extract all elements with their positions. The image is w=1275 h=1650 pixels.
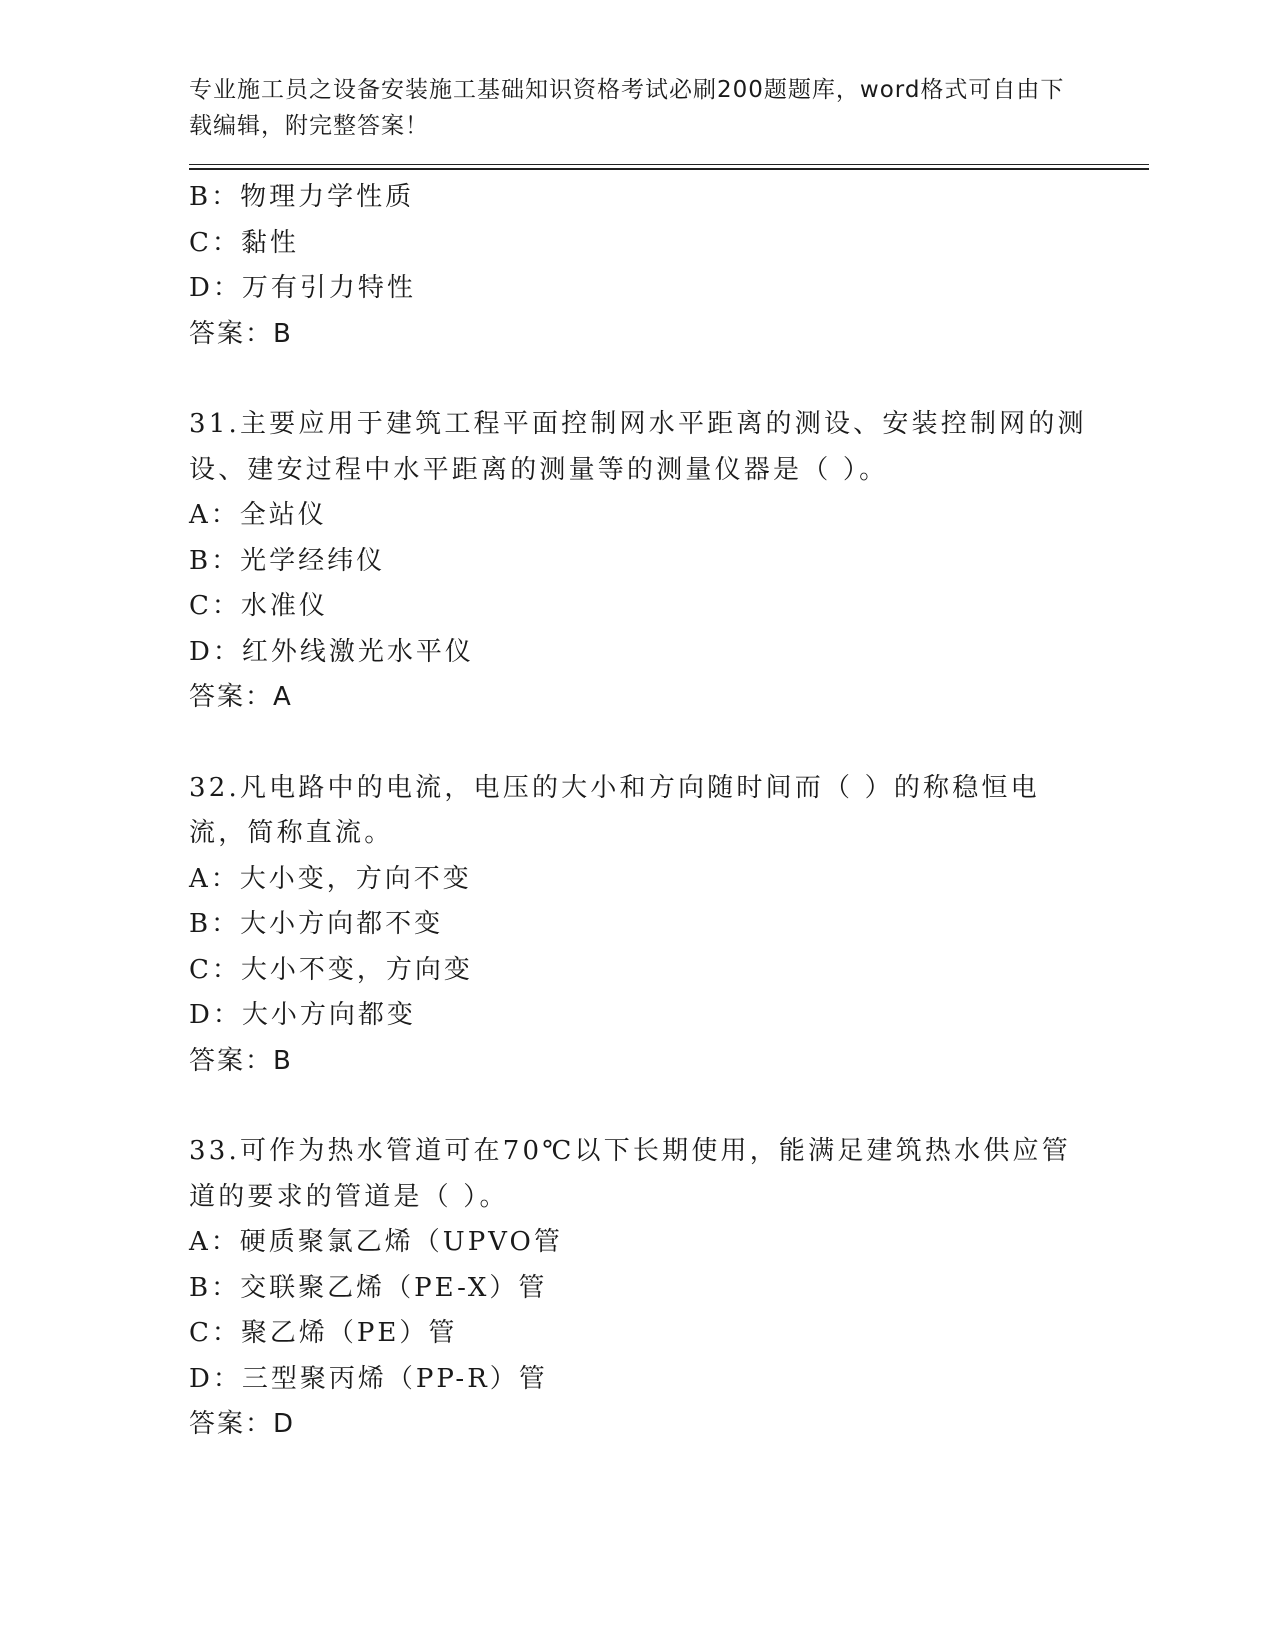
question-33 [189,1129,1149,1448]
option-c: C：大小不变，方向变 [189,954,473,985]
question-stem: 33.可作为热水管道可在70℃以下长期使用，能满足建筑热水供应管道的要求的管道是（ ）。 [189,1136,1071,1212]
option-d: D：红外线激光水平仪 [189,636,474,667]
document-page [189,72,1149,1448]
option-b: B：光学经纬仪 [189,545,386,576]
option-c: C：黏性 [189,227,299,258]
option-c: C：水准仪 [189,591,328,621]
document-content [189,175,1149,1448]
option-b: B：大小方向都不变 [189,909,444,939]
answer-line: 答案：D [189,1409,296,1439]
question-31 [189,402,1149,721]
option-c: C：聚乙烯（PE）管 [189,1318,458,1348]
option-b: B：物理力学性质 [189,182,415,212]
answer-line: 答案：A [189,682,293,712]
header-divider [189,164,1149,170]
answer-line: 答案：B [189,318,293,349]
option-b: B：交联聚乙烯（PE-X）管 [189,1272,548,1303]
document-header: 专业施工员之设备安装施工基础知识资格考试必刷200题题库，word格式可自由下载编辑，附完整答案！ [189,77,1065,139]
question-32 [189,766,1149,1085]
option-d: D：万有引力特性 [189,273,416,303]
partial-question [189,175,1149,357]
option-a: A：全站仪 [189,500,327,530]
option-a: A：大小变，方向不变 [189,863,472,894]
answer-line: 答案：B [189,1045,293,1076]
option-d: D：三型聚丙烯（PP-R）管 [189,1363,548,1394]
option-a: A：硬质聚氯乙烯（UPVO管 [189,1227,563,1257]
question-stem: 32.凡电路中的电流，电压的大小和方向随时间而（ ）的称稳恒电流，简称直流。 [189,772,1040,848]
question-stem: 31.主要应用于建筑工程平面控制网水平距离的测设、安装控制网的测设、建安过程中水平距离的测量等的测量仪器是（ ）。 [189,409,1087,485]
option-d: D：大小方向都变 [189,1000,416,1030]
